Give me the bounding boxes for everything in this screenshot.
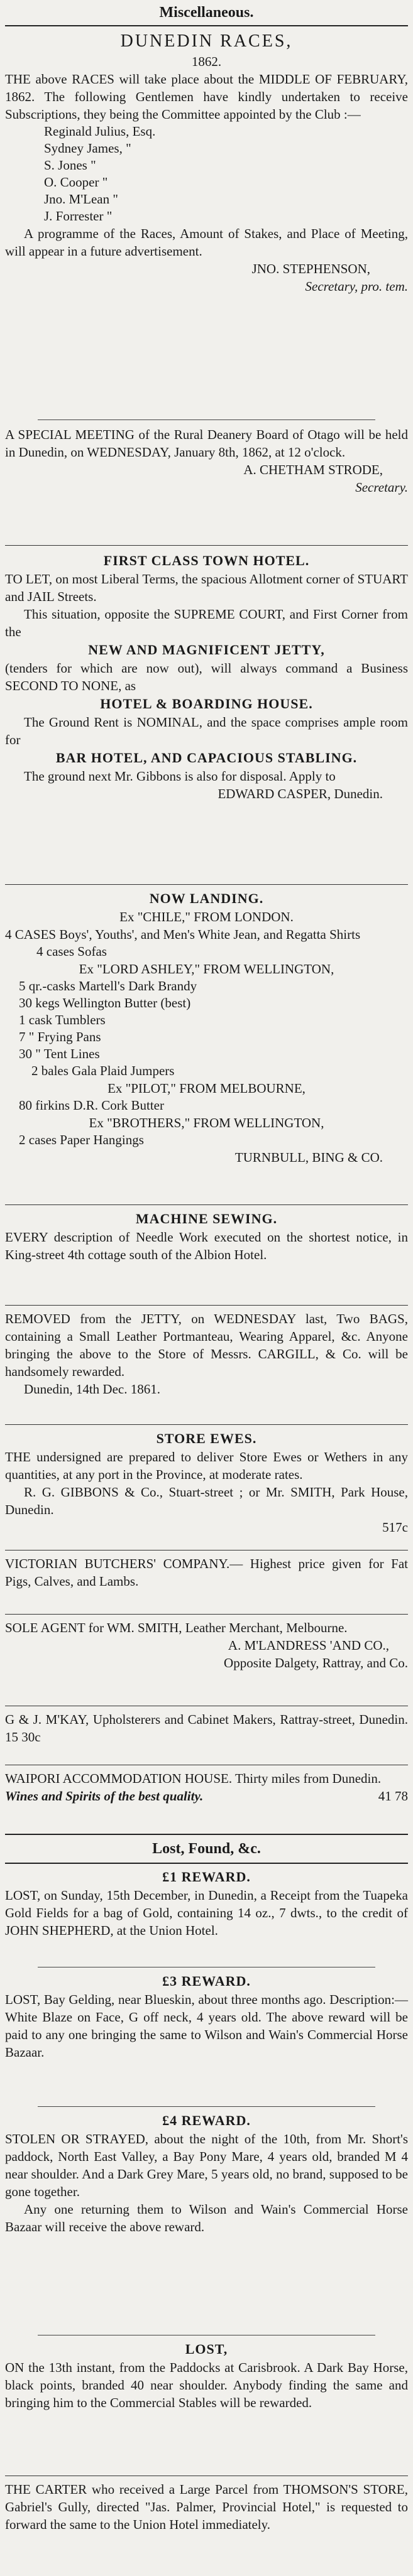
divider bbox=[5, 545, 408, 546]
ad-body bbox=[5, 1711, 408, 1746]
ad-body: EVERY description of Needle Work executed on the shortest notice, in King-street 4th cottage south of the Albion Hotel. bbox=[5, 1230, 408, 1262]
ad-machine-sewing bbox=[5, 1210, 408, 1264]
ad-upholsterers bbox=[5, 1711, 408, 1746]
divider bbox=[5, 1834, 408, 1835]
ad-body: A SPECIAL MEETING of the Rural Deanery Board of Otago will be held in Dunedin, on WEDNESDAY, January 8th, 1862, at 12 o'clock. bbox=[5, 427, 408, 460]
committee-member: Jno. M'Lean " bbox=[44, 192, 118, 207]
ad-body: THE undersigned are prepared to deliver Store Ewes or Wethers in any quantities, at any port in the Province, at moderate rates. bbox=[5, 1449, 408, 1482]
ad-signature-title: Secretary. bbox=[355, 480, 408, 495]
ad-sole-agent bbox=[5, 1619, 408, 1672]
committee-member: S. Jones " bbox=[44, 158, 96, 173]
divider bbox=[5, 25, 408, 26]
ad-body: REMOVED from the JETTY, on WEDNESDAY last, Two BAGS, containing a Small Leather Portmanteau, Wearing Apparel, &c. Anyone bringing the above to the Store of Messrs. CARGILL, & Co. will be handsomely rewarded. bbox=[5, 1311, 408, 1379]
ad-body bbox=[5, 1787, 408, 1805]
ad-title: £3 REWARD. bbox=[162, 1973, 251, 1989]
ad-body: (tenders for which are now out), will always command a Business SECOND TO NONE, as bbox=[5, 661, 408, 693]
section-header-miscellaneous: Miscellaneous. bbox=[159, 4, 254, 21]
ad-body: THE above RACES will take place about the MIDDLE OF FEBRUARY, 1862. The following Gentlemen have kindly undertaken to receive Subscriptions, they being the Committee appointed by the Club :— bbox=[5, 72, 408, 122]
ad-title: DUNEDIN RACES, bbox=[120, 31, 293, 51]
ad-body: VICTORIAN BUTCHERS' COMPANY.— Highest price given for Fat Pigs, Calves, and Lambs. bbox=[5, 1556, 408, 1589]
ad-heading: HOTEL & BOARDING HOUSE. bbox=[100, 696, 313, 712]
ad-reward-1 bbox=[5, 1868, 408, 1939]
ad-carter-parcel bbox=[5, 2481, 408, 2533]
ad-wines: Wines and Spirits of the best quality. bbox=[5, 1789, 204, 1804]
ad-code: 41 78 bbox=[378, 1789, 408, 1804]
ad-year: 1862. bbox=[191, 54, 222, 69]
ad-title: £1 REWARD. bbox=[162, 1869, 251, 1885]
ad-body: ON the 13th instant, from the Paddocks at Carisbrook. A Dark Bay Horse, black points, branded 40 near shoulder. Anybody finding the same and bringing him to the Commercial Stables will be rewarded. bbox=[5, 2360, 408, 2410]
cargo-list bbox=[5, 978, 408, 1080]
ad-body: R. G. GIBBONS & Co., Stuart-street ; or Mr. SMITH, Park House, Dunedin. bbox=[5, 1485, 408, 1517]
cargo-item: 2 bales Gala Plaid Jumpers bbox=[31, 1063, 175, 1078]
ad-title: £4 REWARD. bbox=[162, 2113, 251, 2128]
ad-deanery-meeting bbox=[5, 426, 408, 496]
ad-jetty-bags bbox=[5, 1310, 408, 1398]
ad-body: A programme of the Races, Amount of Stakes, and Place of Meeting, will appear in a future advertisement. bbox=[5, 226, 408, 259]
ad-body: LOST, on Sunday, 15th December, in Dunedin, a Receipt from the Tuapeka Gold Fields for a bag of Gold, containing 14 oz., 7 dwts., to the credit of JOHN SHEPHERD, at the Union Hotel. bbox=[5, 1888, 408, 1938]
ad-title: NOW LANDING. bbox=[149, 890, 264, 906]
ad-signature: EDWARD CASPER, Dunedin. bbox=[218, 786, 383, 801]
ad-title: FIRST CLASS TOWN HOTEL. bbox=[103, 553, 310, 568]
divider bbox=[38, 2106, 375, 2107]
cargo-item: 5 qr.-casks Martell's Dark Brandy bbox=[19, 978, 197, 993]
ad-signature: A. CHETHAM STRODE, bbox=[243, 462, 383, 477]
ad-body: The Ground Rent is NOMINAL, and the space comprises ample room for bbox=[5, 715, 408, 747]
section-header-lost-found: Lost, Found, &c. bbox=[152, 1841, 261, 1857]
ad-town-hotel bbox=[5, 551, 408, 803]
ad-body: LOST, Bay Gelding, near Blueskin, about three months ago. Description:—White Blaze on Face, G off neck, 4 years old. The above reward will be paid to any one bringing the same to Wilson and Wain's Commercial Horse Bazaar. bbox=[5, 1992, 408, 2060]
ad-signature: TURNBULL, BING & CO. bbox=[234, 1150, 383, 1165]
ad-signature: JNO. STEPHENSON, bbox=[251, 261, 370, 276]
ad-reward-4 bbox=[5, 2111, 408, 2236]
ad-heading: BAR HOTEL, AND CAPACIOUS STABLING. bbox=[55, 750, 358, 766]
ad-title: LOST, bbox=[185, 2341, 228, 2357]
divider bbox=[38, 419, 375, 420]
ad-reward-3 bbox=[5, 1972, 408, 2061]
committee-member: Reginald Julius, Esq. bbox=[44, 124, 156, 139]
ship-line: Ex "CHILE," FROM LONDON. bbox=[119, 909, 294, 924]
ad-body: SOLE AGENT for WM. SMITH, Leather Merchant, Melbourne. bbox=[5, 1620, 348, 1635]
cargo-item: 1 cask Tumblers bbox=[19, 1012, 106, 1027]
divider bbox=[5, 884, 408, 885]
committee-member: Sydney James, " bbox=[44, 141, 131, 156]
ship-line: Ex "BROTHERS," FROM WELLINGTON, bbox=[89, 1115, 324, 1130]
ad-body: The ground next Mr. Gibbons is also for disposal. Apply to bbox=[24, 769, 336, 784]
ad-store-ewes bbox=[5, 1429, 408, 1536]
divider bbox=[5, 1424, 408, 1425]
ad-body-text: G & J. M'KAY, Upholsterers and Cabinet Makers, Rattray-street, Dunedin. bbox=[5, 1712, 408, 1727]
ad-code: 517c bbox=[382, 1520, 408, 1535]
divider bbox=[5, 1204, 408, 1205]
cargo-item: 2 cases Paper Hangings bbox=[19, 1132, 144, 1147]
ad-dunedin-races bbox=[5, 30, 408, 295]
ad-signature: A. M'LANDRESS 'AND CO., bbox=[228, 1638, 389, 1653]
cargo-item: 30 kegs Wellington Butter (best) bbox=[19, 995, 191, 1010]
ad-signature-title: Opposite Dalgety, Rattray, and Co. bbox=[224, 1655, 408, 1670]
ad-code: 15 30c bbox=[5, 1729, 41, 1745]
ad-signature-title: Secretary, pro. tem. bbox=[305, 279, 408, 294]
ad-title: MACHINE SEWING. bbox=[135, 1211, 278, 1226]
ad-victorian-butchers bbox=[5, 1555, 408, 1590]
cargo-item: 7 " Frying Pans bbox=[19, 1029, 101, 1044]
ship-line: Ex "LORD ASHLEY," FROM WELLINGTON, bbox=[79, 961, 334, 977]
ad-lost-horse bbox=[5, 2340, 408, 2411]
ad-heading: NEW AND MAGNIFICENT JETTY, bbox=[88, 642, 325, 658]
ad-title: STORE EWES. bbox=[156, 1431, 257, 1446]
ad-body: WAIPORI ACCOMMODATION HOUSE. Thirty miles from Dunedin. bbox=[5, 1771, 382, 1786]
ad-body: STOLEN OR STRAYED, about the night of the 10th, from Mr. Short's paddock, North East Valley, a Bay Pony Mare, 4 years old, branded M 4 near shoulder. And a Dark Grey Mare, 5 years old, no brand, supposed to be gone together. bbox=[5, 2131, 408, 2199]
ship-line: Ex "PILOT," FROM MELBOURNE, bbox=[107, 1081, 306, 1096]
committee-member: O. Cooper " bbox=[44, 175, 108, 190]
cargo-item: 30 " Tent Lines bbox=[19, 1046, 100, 1061]
ad-now-landing bbox=[5, 889, 408, 1166]
divider bbox=[5, 1614, 408, 1615]
cargo-item: 4 cases Sofas bbox=[36, 944, 107, 959]
cargo-item: 80 firkins D.R. Cork Butter bbox=[19, 1098, 164, 1113]
committee-list bbox=[5, 123, 408, 225]
ad-body: TO LET, on most Liberal Terms, the spacious Allotment corner of STUART and JAIL Streets. bbox=[5, 571, 408, 604]
ad-waipori-house bbox=[5, 1770, 408, 1805]
ad-body: This situation, opposite the SUPREME COURT, and First Corner from the bbox=[5, 607, 408, 639]
committee-member: J. Forrester " bbox=[44, 208, 113, 224]
divider bbox=[5, 1863, 408, 1864]
ad-body: 4 CASES Boys', Youths', and Men's White Jean, and Regatta Shirts bbox=[5, 927, 361, 942]
ad-body: Any one returning them to Wilson and Wain's Commercial Horse Bazaar will receive the above reward. bbox=[5, 2202, 408, 2234]
ad-body: THE CARTER who received a Large Parcel from THOMSON'S STORE, Gabriel's Gully, directed "Jas. Palmer, Provincial Hotel," is requested to forward the same to the Union Hotel immediately. bbox=[5, 2482, 408, 2532]
ad-date: Dunedin, 14th Dec. 1861. bbox=[24, 1382, 160, 1397]
divider bbox=[5, 1305, 408, 1306]
